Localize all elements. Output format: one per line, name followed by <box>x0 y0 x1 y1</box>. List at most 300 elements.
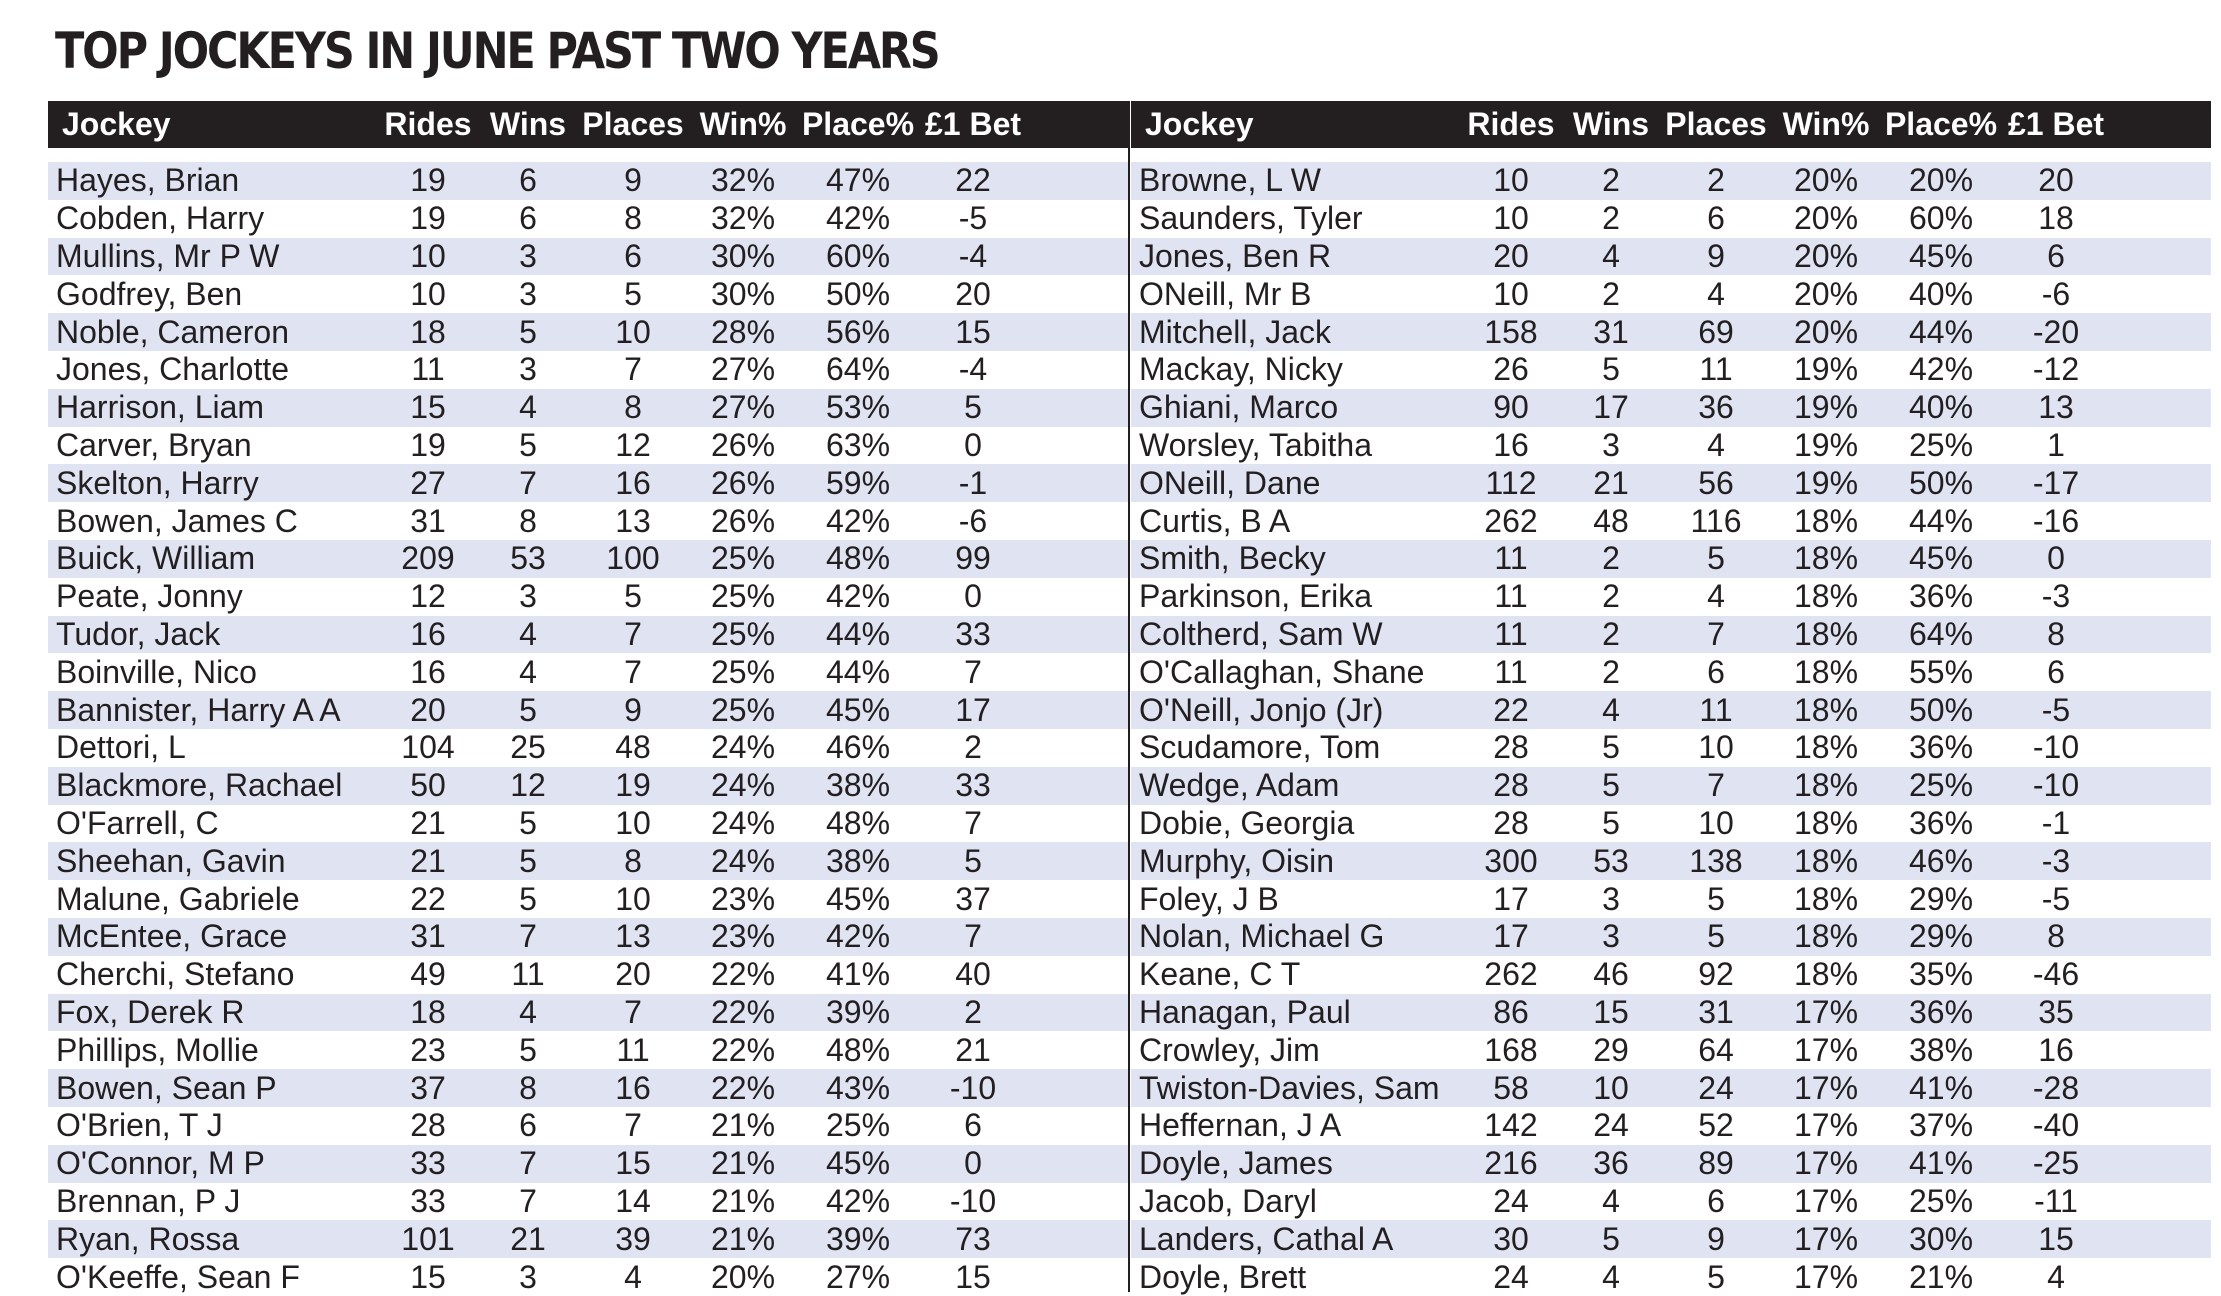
column-header-places: Places <box>582 106 684 142</box>
column-header-bet: £1 Bet <box>2007 106 2105 142</box>
rides-cell: 11 <box>1494 615 1528 652</box>
places-cell: 7 <box>1707 615 1725 652</box>
places-cell: 9 <box>1707 1220 1725 1257</box>
win-pct-cell: 32% <box>710 200 776 237</box>
column-header-place-pct: Place% <box>801 106 915 142</box>
jockey-cell: Jones, Ben R <box>1139 237 1332 274</box>
bet-cell: 0 <box>964 1145 982 1182</box>
places-cell: 20 <box>615 956 651 993</box>
win-pct-cell: 24% <box>710 729 776 766</box>
bet-cell: -11 <box>2034 1182 2078 1219</box>
win-pct-cell: 21% <box>710 1107 776 1144</box>
table-row <box>48 1183 1128 1221</box>
wins-cell: 3 <box>1602 880 1620 917</box>
places-cell: 4 <box>1707 578 1725 615</box>
place-pct-cell: 48% <box>825 540 891 577</box>
place-pct-cell: 46% <box>1908 842 1974 879</box>
places-cell: 11 <box>616 1031 650 1068</box>
rides-cell: 27 <box>410 464 446 501</box>
jockey-cell: Skelton, Harry <box>56 464 259 501</box>
places-cell: 9 <box>1707 237 1725 274</box>
jockey-cell: Curtis, B A <box>1139 502 1291 539</box>
rides-cell: 168 <box>1484 1031 1538 1068</box>
bet-cell: 17 <box>955 691 991 728</box>
table-row <box>1131 1145 2211 1183</box>
place-pct-cell: 42% <box>825 502 891 539</box>
places-cell: 7 <box>624 653 642 690</box>
wins-cell: 25 <box>510 729 546 766</box>
win-pct-cell: 17% <box>1793 1031 1859 1068</box>
place-pct-cell: 35% <box>1908 956 1974 993</box>
places-cell: 56 <box>1698 464 1734 501</box>
place-pct-cell: 60% <box>825 237 891 274</box>
place-pct-cell: 44% <box>825 615 891 652</box>
jockey-cell: Tudor, Jack <box>56 615 221 652</box>
places-cell: 64 <box>1698 1031 1734 1068</box>
bet-cell: -6 <box>958 502 988 539</box>
places-cell: 69 <box>1698 313 1734 350</box>
win-pct-cell: 17% <box>1793 1182 1859 1219</box>
jockey-cell: Dettori, L <box>56 729 186 766</box>
wins-cell: 3 <box>519 351 537 388</box>
wins-cell: 3 <box>519 578 537 615</box>
jockey-cell: ONeill, Dane <box>1139 464 1321 501</box>
places-cell: 10 <box>615 313 651 350</box>
place-pct-cell: 41% <box>1908 1069 1974 1106</box>
places-cell: 13 <box>615 918 651 955</box>
bet-cell: -4 <box>958 351 988 388</box>
place-pct-cell: 45% <box>1908 237 1974 274</box>
place-pct-cell: 37% <box>1908 1107 1974 1144</box>
bet-cell: 15 <box>2038 1220 2074 1257</box>
wins-cell: 2 <box>1602 540 1620 577</box>
table-row <box>48 389 1128 427</box>
win-pct-cell: 18% <box>1793 842 1859 879</box>
places-cell: 36 <box>1698 389 1734 426</box>
wins-cell: 46 <box>1593 956 1629 993</box>
win-pct-cell: 25% <box>710 578 776 615</box>
jockey-cell: Dobie, Georgia <box>1139 804 1355 841</box>
bet-cell: 20 <box>955 275 991 312</box>
jockey-cell: Brennan, P J <box>56 1182 241 1219</box>
table-row <box>1131 351 2211 389</box>
bet-cell: 73 <box>955 1220 991 1257</box>
bet-cell: -20 <box>2032 313 2080 350</box>
jockey-cell: Bowen, James C <box>56 502 298 539</box>
places-cell: 4 <box>1707 426 1725 463</box>
place-pct-cell: 59% <box>825 464 891 501</box>
jockey-cell: Keane, C T <box>1139 956 1301 993</box>
rides-cell: 33 <box>410 1182 446 1219</box>
places-cell: 4 <box>624 1258 642 1295</box>
bet-cell: -12 <box>2032 351 2080 388</box>
place-pct-cell: 56% <box>825 313 891 350</box>
table-row <box>1131 502 2211 540</box>
table-row <box>1131 275 2211 313</box>
win-pct-cell: 17% <box>1793 1258 1859 1295</box>
jockey-cell: Boinville, Nico <box>56 653 257 690</box>
wins-cell: 2 <box>1602 578 1620 615</box>
win-pct-cell: 30% <box>710 237 776 274</box>
win-pct-cell: 20% <box>710 1258 776 1295</box>
win-pct-cell: 26% <box>710 464 776 501</box>
win-pct-cell: 25% <box>710 691 776 728</box>
wins-cell: 4 <box>519 993 537 1030</box>
places-cell: 14 <box>615 1182 651 1219</box>
rides-cell: 28 <box>1493 767 1529 804</box>
wins-cell: 7 <box>519 464 537 501</box>
wins-cell: 5 <box>1602 1220 1620 1257</box>
wins-cell: 8 <box>519 502 537 539</box>
table-row <box>1131 956 2211 994</box>
table-row <box>48 464 1128 502</box>
win-pct-cell: 17% <box>1793 993 1859 1030</box>
table-row <box>1131 389 2211 427</box>
win-pct-cell: 19% <box>1793 426 1859 463</box>
place-pct-cell: 25% <box>1908 1182 1974 1219</box>
column-header-wins: Wins <box>489 106 567 142</box>
table-row <box>1131 427 2211 465</box>
wins-cell: 2 <box>1602 615 1620 652</box>
wins-cell: 5 <box>519 1031 537 1068</box>
win-pct-cell: 18% <box>1793 956 1859 993</box>
jockey-cell: O'Farrell, C <box>56 804 219 841</box>
jockey-cell: Jones, Charlotte <box>56 351 290 388</box>
bet-cell: -6 <box>2041 275 2071 312</box>
rides-cell: 26 <box>1493 351 1529 388</box>
rides-cell: 37 <box>410 1069 446 1106</box>
places-cell: 31 <box>1698 993 1734 1030</box>
wins-cell: 53 <box>1593 842 1629 879</box>
wins-cell: 53 <box>510 540 546 577</box>
place-pct-cell: 53% <box>825 389 891 426</box>
table-row <box>48 275 1128 313</box>
wins-cell: 5 <box>519 804 537 841</box>
places-cell: 10 <box>615 880 651 917</box>
wins-cell: 4 <box>1602 237 1620 274</box>
wins-cell: 5 <box>519 313 537 350</box>
places-cell: 52 <box>1698 1107 1734 1144</box>
jockey-cell: Hanagan, Paul <box>1139 993 1351 1030</box>
wins-cell: 12 <box>510 767 546 804</box>
win-pct-cell: 17% <box>1793 1107 1859 1144</box>
table-row <box>1131 1031 2211 1069</box>
rides-cell: 21 <box>410 804 446 841</box>
place-pct-cell: 36% <box>1908 729 1974 766</box>
bet-cell: 0 <box>964 578 982 615</box>
rides-cell: 24 <box>1493 1258 1529 1295</box>
table-row <box>48 956 1128 994</box>
win-pct-cell: 24% <box>710 804 776 841</box>
places-cell: 2 <box>1707 162 1725 199</box>
bet-cell: 37 <box>955 880 991 917</box>
rides-cell: 10 <box>1493 162 1529 199</box>
table-row <box>48 578 1128 616</box>
win-pct-cell: 22% <box>710 1069 776 1106</box>
place-pct-cell: 38% <box>1908 1031 1974 1068</box>
wins-cell: 7 <box>519 1182 537 1219</box>
rides-cell: 15 <box>410 1258 446 1295</box>
jockey-cell: Worsley, Tabitha <box>1139 426 1372 463</box>
table-row <box>48 729 1128 767</box>
rides-cell: 31 <box>410 502 446 539</box>
win-pct-cell: 21% <box>710 1145 776 1182</box>
places-cell: 11 <box>1699 691 1733 728</box>
places-cell: 10 <box>1698 804 1734 841</box>
win-pct-cell: 18% <box>1793 653 1859 690</box>
table-row <box>1131 994 2211 1032</box>
rides-cell: 21 <box>410 842 446 879</box>
wins-cell: 10 <box>1593 1069 1629 1106</box>
places-cell: 13 <box>615 502 651 539</box>
places-cell: 5 <box>624 578 642 615</box>
column-header-win-pct: Win% <box>1782 106 1870 142</box>
bet-cell: 33 <box>955 767 991 804</box>
places-cell: 8 <box>624 842 642 879</box>
place-pct-cell: 30% <box>1908 1220 1974 1257</box>
place-pct-cell: 48% <box>825 1031 891 1068</box>
table-row <box>48 918 1128 956</box>
wins-cell: 4 <box>1602 1258 1620 1295</box>
places-cell: 16 <box>615 1069 651 1106</box>
wins-cell: 29 <box>1593 1031 1629 1068</box>
jockey-cell: Sheehan, Gavin <box>56 842 286 879</box>
wins-cell: 3 <box>1602 426 1620 463</box>
table-row <box>1131 616 2211 654</box>
places-cell: 7 <box>624 1107 642 1144</box>
table-divider <box>1128 101 1130 1292</box>
wins-cell: 11 <box>511 956 545 993</box>
win-pct-cell: 17% <box>1793 1220 1859 1257</box>
places-cell: 9 <box>624 691 642 728</box>
wins-cell: 21 <box>1593 464 1629 501</box>
jockey-cell: Parkinson, Erika <box>1139 578 1372 615</box>
table-row <box>48 238 1128 276</box>
rides-cell: 19 <box>410 162 446 199</box>
bet-cell: 99 <box>955 540 991 577</box>
places-cell: 6 <box>1707 200 1725 237</box>
jockey-cell: O'Brien, T J <box>56 1107 223 1144</box>
place-pct-cell: 43% <box>825 1069 891 1106</box>
place-pct-cell: 42% <box>825 578 891 615</box>
rides-cell: 28 <box>1493 804 1529 841</box>
bet-cell: 35 <box>2038 993 2074 1030</box>
table-row <box>48 427 1128 465</box>
table-row <box>1131 1069 2211 1107</box>
jockey-cell: Murphy, Oisin <box>1139 842 1335 879</box>
places-cell: 48 <box>615 729 651 766</box>
wins-cell: 5 <box>519 426 537 463</box>
rides-cell: 30 <box>1493 1220 1529 1257</box>
rides-cell: 50 <box>410 767 446 804</box>
bet-cell: -10 <box>2032 767 2080 804</box>
win-pct-cell: 25% <box>710 615 776 652</box>
column-header-wins: Wins <box>1572 106 1650 142</box>
places-cell: 5 <box>1707 880 1725 917</box>
rides-cell: 10 <box>410 237 446 274</box>
place-pct-cell: 25% <box>825 1107 891 1144</box>
table-row <box>48 540 1128 578</box>
win-pct-cell: 18% <box>1793 804 1859 841</box>
place-pct-cell: 39% <box>825 1220 891 1257</box>
win-pct-cell: 19% <box>1793 389 1859 426</box>
rides-cell: 24 <box>1493 1182 1529 1219</box>
win-pct-cell: 24% <box>710 842 776 879</box>
jockey-cell: O'Keeffe, Sean F <box>56 1258 300 1295</box>
rides-cell: 158 <box>1484 313 1538 350</box>
win-pct-cell: 19% <box>1793 351 1859 388</box>
wins-cell: 5 <box>1602 729 1620 766</box>
jockey-cell: Godfrey, Ben <box>56 275 243 312</box>
wins-cell: 36 <box>1593 1145 1629 1182</box>
jockey-cell: Smith, Becky <box>1139 540 1326 577</box>
column-header-rides: Rides <box>384 106 472 142</box>
places-cell: 39 <box>615 1220 651 1257</box>
place-pct-cell: 29% <box>1908 918 1974 955</box>
bet-cell: 8 <box>2047 615 2065 652</box>
win-pct-cell: 21% <box>710 1220 776 1257</box>
rides-cell: 10 <box>1493 275 1529 312</box>
bet-cell: 0 <box>2047 540 2065 577</box>
rides-cell: 216 <box>1484 1145 1538 1182</box>
place-pct-cell: 42% <box>825 918 891 955</box>
place-pct-cell: 44% <box>1908 502 1974 539</box>
wins-cell: 2 <box>1602 200 1620 237</box>
rides-cell: 90 <box>1493 389 1529 426</box>
place-pct-cell: 47% <box>825 162 891 199</box>
wins-cell: 2 <box>1602 653 1620 690</box>
win-pct-cell: 32% <box>710 162 776 199</box>
rides-cell: 142 <box>1484 1107 1538 1144</box>
win-pct-cell: 18% <box>1793 615 1859 652</box>
wins-cell: 48 <box>1593 502 1629 539</box>
bet-cell: -1 <box>958 464 988 501</box>
win-pct-cell: 22% <box>710 956 776 993</box>
bet-cell: 15 <box>955 313 991 350</box>
table-row <box>48 880 1128 918</box>
bet-cell: -3 <box>2041 578 2071 615</box>
table-row <box>1131 691 2211 729</box>
bet-cell: -3 <box>2041 842 2071 879</box>
rides-cell: 10 <box>1493 200 1529 237</box>
table-row <box>1131 578 2211 616</box>
bet-cell: 0 <box>964 426 982 463</box>
win-pct-cell: 30% <box>710 275 776 312</box>
places-cell: 10 <box>615 804 651 841</box>
rides-cell: 28 <box>1493 729 1529 766</box>
rides-cell: 20 <box>1493 237 1529 274</box>
jockey-cell: Bowen, Sean P <box>56 1069 277 1106</box>
place-pct-cell: 64% <box>1908 615 1974 652</box>
rides-cell: 18 <box>410 993 446 1030</box>
place-pct-cell: 50% <box>825 275 891 312</box>
win-pct-cell: 18% <box>1793 880 1859 917</box>
table-row <box>48 842 1128 880</box>
bet-cell: 6 <box>2047 237 2065 274</box>
wins-cell: 3 <box>519 237 537 274</box>
rides-cell: 19 <box>410 200 446 237</box>
place-pct-cell: 36% <box>1908 993 1974 1030</box>
bet-cell: -10 <box>949 1182 997 1219</box>
bet-cell: 2 <box>964 993 982 1030</box>
bet-cell: -4 <box>958 237 988 274</box>
bet-cell: 7 <box>964 804 982 841</box>
bet-cell: 1 <box>2047 426 2065 463</box>
wins-cell: 24 <box>1593 1107 1629 1144</box>
bet-cell: -5 <box>958 200 988 237</box>
bet-cell: -46 <box>2032 956 2080 993</box>
bet-cell: 15 <box>955 1258 991 1295</box>
bet-cell: 2 <box>964 729 982 766</box>
rides-cell: 11 <box>411 351 445 388</box>
jockey-cell: Cherchi, Stefano <box>56 956 295 993</box>
table-row <box>48 502 1128 540</box>
jockey-cell: O'Neill, Jonjo (Jr) <box>1139 691 1384 728</box>
jockey-cell: Landers, Cathal A <box>1139 1220 1394 1257</box>
bet-cell: -16 <box>2032 502 2080 539</box>
bet-cell: 8 <box>2047 918 2065 955</box>
rides-cell: 28 <box>410 1107 446 1144</box>
places-cell: 19 <box>615 767 651 804</box>
win-pct-cell: 17% <box>1793 1069 1859 1106</box>
places-cell: 5 <box>1707 918 1725 955</box>
jockey-cell: Saunders, Tyler <box>1139 200 1363 237</box>
column-header-jockey: Jockey <box>62 106 171 142</box>
win-pct-cell: 28% <box>710 313 776 350</box>
rides-cell: 101 <box>401 1220 455 1257</box>
places-cell: 116 <box>1690 502 1742 539</box>
rides-cell: 23 <box>410 1031 446 1068</box>
win-pct-cell: 20% <box>1793 162 1859 199</box>
jockey-cell: Buick, William <box>56 540 256 577</box>
places-cell: 10 <box>1698 729 1734 766</box>
table-row <box>48 767 1128 805</box>
left-table-header <box>48 101 1128 148</box>
win-pct-cell: 24% <box>710 767 776 804</box>
rides-cell: 104 <box>401 729 455 766</box>
bet-cell: 5 <box>964 842 982 879</box>
table-row <box>1131 880 2211 918</box>
column-header-rides: Rides <box>1467 106 1555 142</box>
places-cell: 7 <box>1707 767 1725 804</box>
win-pct-cell: 22% <box>710 1031 776 1068</box>
bet-cell: 6 <box>2047 653 2065 690</box>
place-pct-cell: 48% <box>825 804 891 841</box>
table-row <box>1131 1107 2211 1145</box>
rides-cell: 11 <box>1494 578 1528 615</box>
rides-cell: 209 <box>401 540 455 577</box>
table-row <box>48 1069 1128 1107</box>
column-header-bet: £1 Bet <box>924 106 1022 142</box>
jockey-cell: Heffernan, J A <box>1139 1107 1342 1144</box>
jockey-cell: Crowley, Jim <box>1139 1031 1320 1068</box>
wins-cell: 21 <box>510 1220 546 1257</box>
places-cell: 9 <box>624 162 642 199</box>
places-cell: 5 <box>1707 540 1725 577</box>
place-pct-cell: 40% <box>1908 275 1974 312</box>
wins-cell: 4 <box>1602 1182 1620 1219</box>
places-cell: 15 <box>615 1145 651 1182</box>
rides-cell: 22 <box>1493 691 1529 728</box>
win-pct-cell: 19% <box>1793 464 1859 501</box>
wins-cell: 6 <box>519 1107 537 1144</box>
place-pct-cell: 45% <box>825 691 891 728</box>
column-header-places: Places <box>1665 106 1767 142</box>
rides-cell: 22 <box>410 880 446 917</box>
place-pct-cell: 44% <box>1908 313 1974 350</box>
jockey-cell: Coltherd, Sam W <box>1139 615 1383 652</box>
places-cell: 6 <box>624 237 642 274</box>
